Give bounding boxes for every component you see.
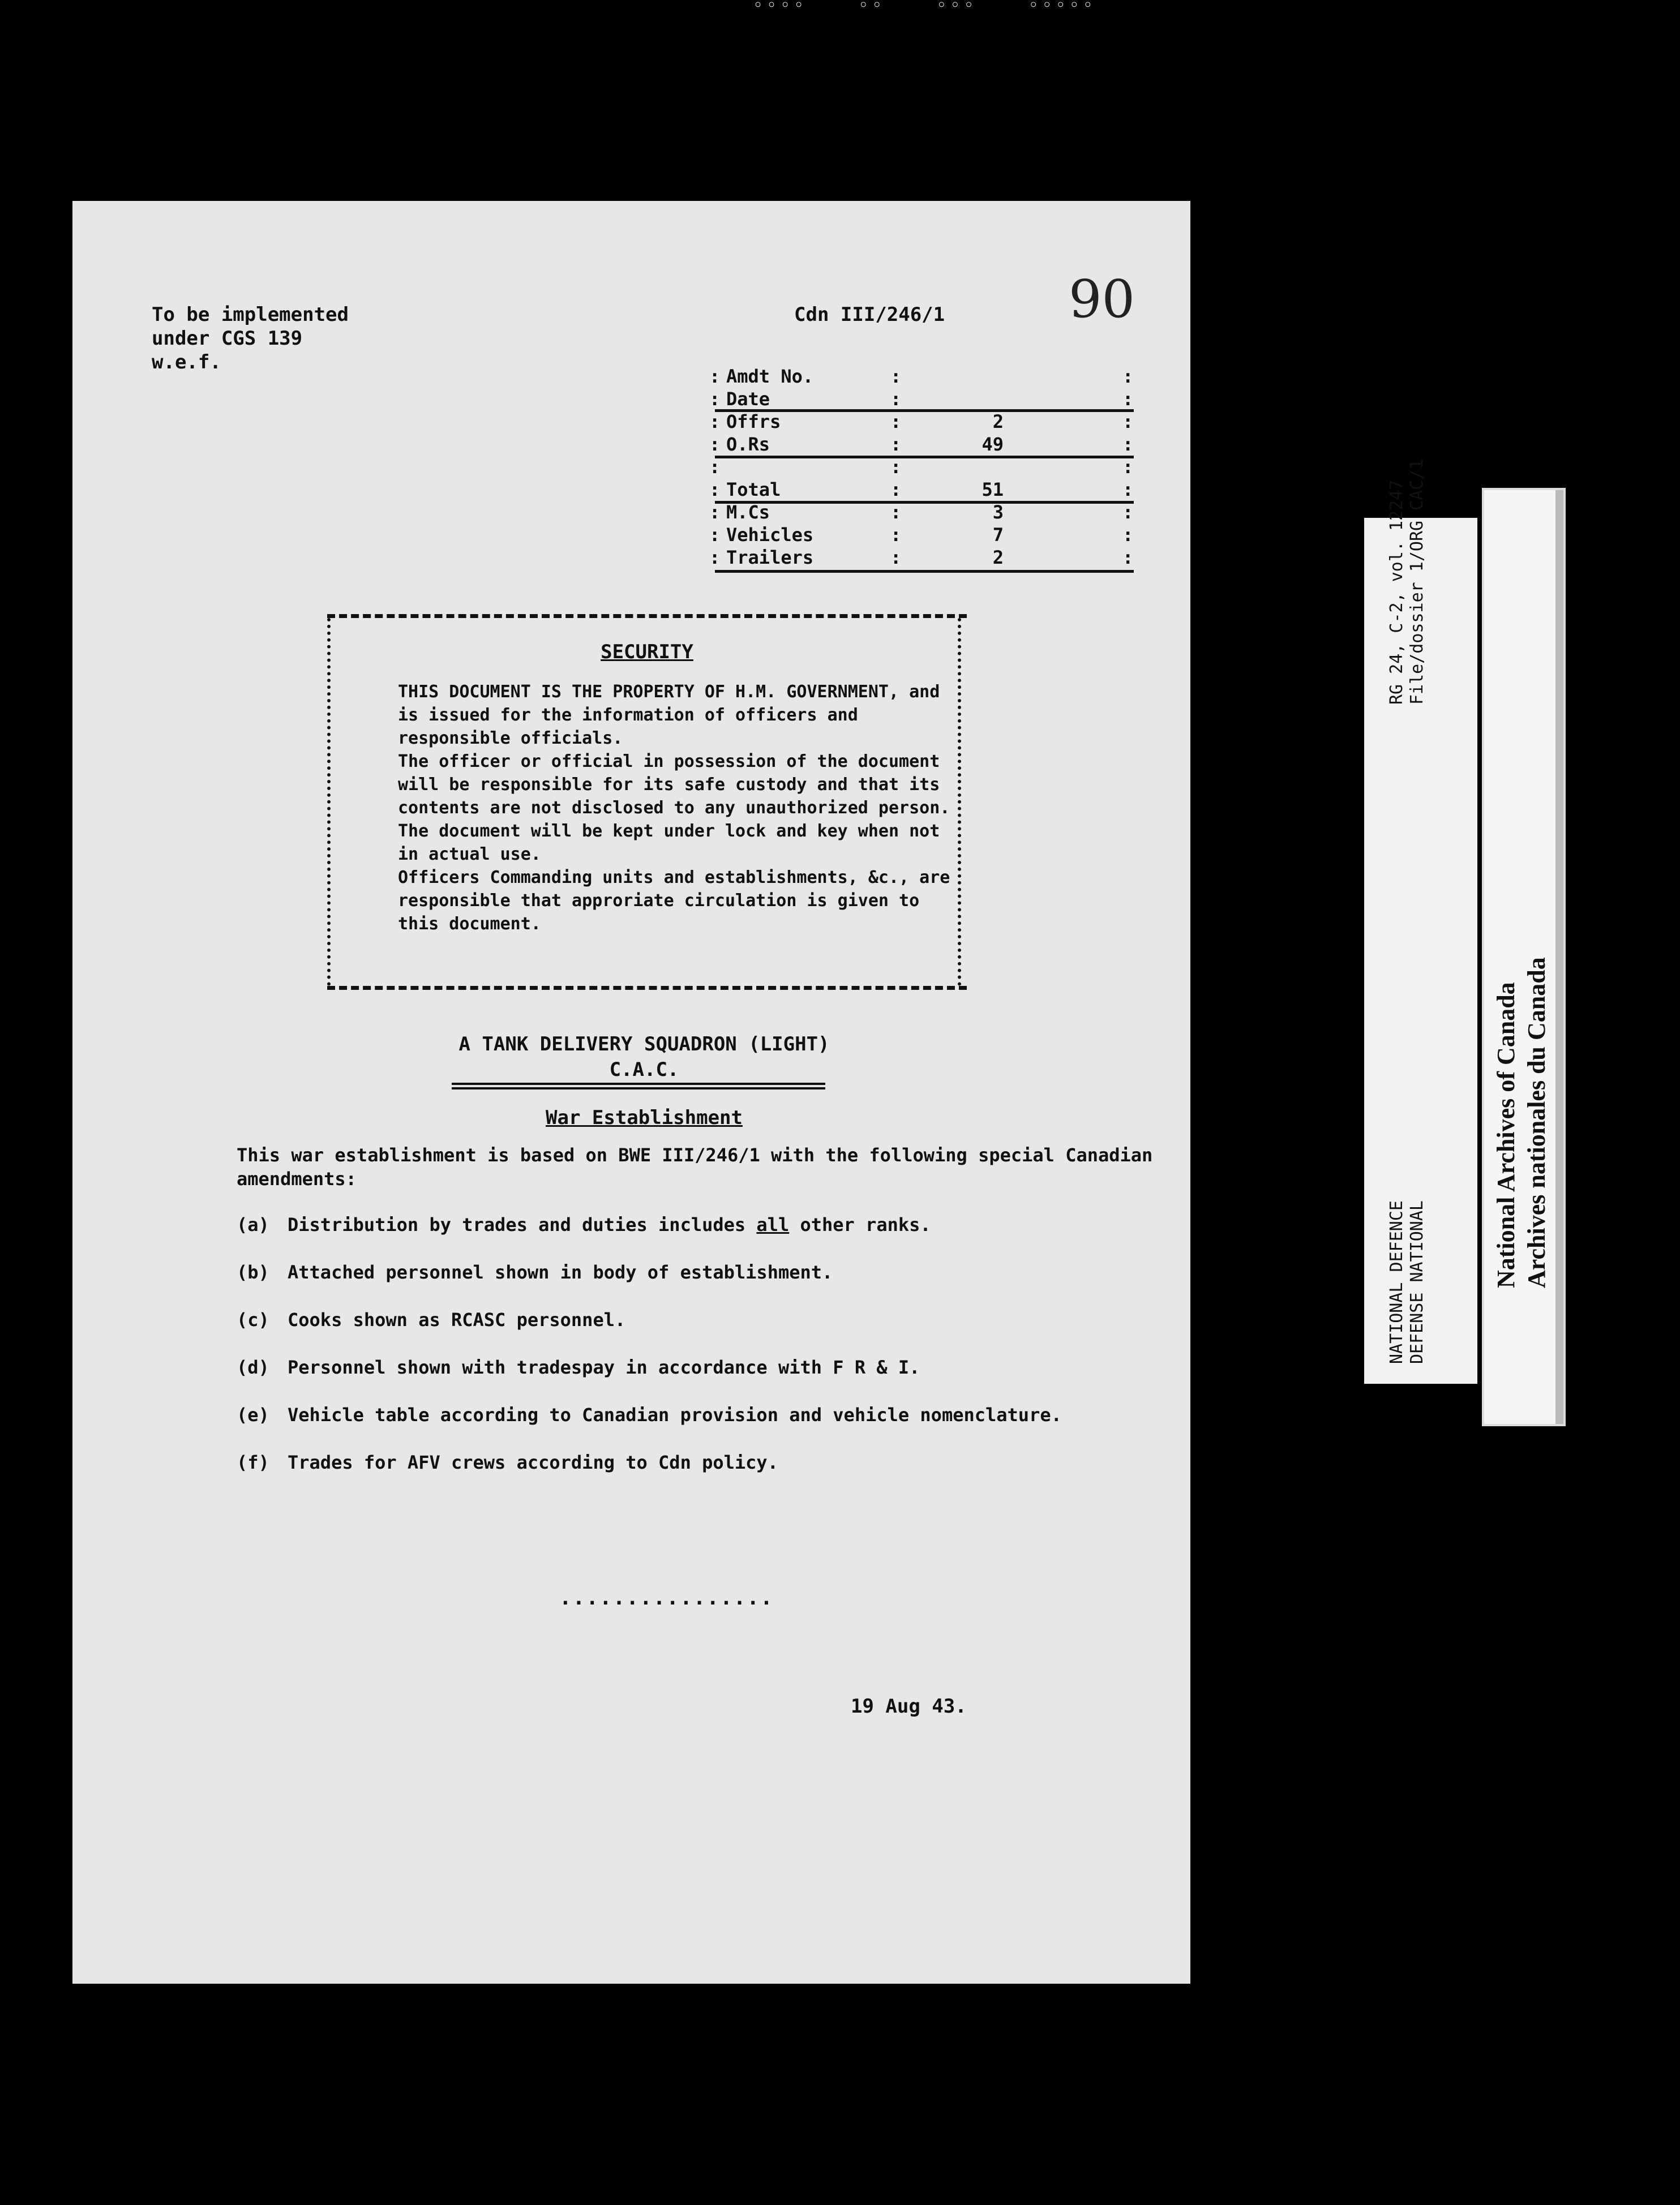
security-paragraph: The officer or official in possession of the document will be responsible for its safe custody and that its contents are not disclosed to any unauthorized person.: [398, 752, 950, 818]
document-date: 19 Aug 43.: [851, 1695, 967, 1718]
list-item: (b) Attached personnel shown in body of establishment.: [237, 1262, 833, 1283]
unit-subtitle: C.A.C.: [609, 1058, 679, 1081]
unit-title: A TANK DELIVERY SQUADRON (LIGHT): [458, 1033, 830, 1056]
security-paragraph: THIS DOCUMENT IS THE PROPERTY OF H.M. GOVERNMENT, and is issued for the information of officers and responsible officials.: [398, 682, 940, 748]
document-page: [72, 201, 1190, 1984]
intro-paragraph: This war establishment is based on BWE III/246/1 with the following special Canadian amendments:: [237, 1144, 1153, 1190]
separator-dots: ................: [559, 1586, 774, 1610]
section-heading: War Establishment: [546, 1106, 743, 1129]
bleed-through-text: [299, 201, 1091, 263]
security-paragraph: The document will be kept under lock and key when not in actual use.: [398, 821, 940, 864]
table-rule: [715, 570, 1134, 573]
security-body: [347, 680, 958, 936]
table-row: : Offrs : 2 :: [709, 411, 1134, 432]
implementation-note-line-3: w.e.f.: [152, 351, 221, 374]
table-row: : Vehicles : 7 :: [709, 524, 1134, 546]
amendments-list: [237, 1214, 1171, 1499]
film-edge-marks: ◦◦◦◦ ◦◦ ◦◦◦ ◦◦◦◦◦: [753, 0, 1096, 15]
list-item: (f) Trades for AFV crews according to Cdn policy.: [237, 1452, 778, 1473]
archive-name-en: National Archives of Canada: [1492, 982, 1520, 1288]
list-item: (c) Cooks shown as RCASC personnel.: [237, 1309, 626, 1331]
archive-stamp-label: [1482, 488, 1566, 1426]
security-title: SECURITY: [601, 641, 693, 663]
department-fr: DEFENSE NATIONAL: [1407, 1200, 1427, 1364]
archive-name-fr: Archives nationales du Canada: [1523, 957, 1550, 1288]
department-en: NATIONAL DEFENCE: [1387, 1200, 1407, 1364]
table-row: : Amdt No. : :: [709, 366, 1134, 387]
archive-reference-label: [1364, 459, 1477, 1384]
list-item: (d) Personnel shown with tradespay in accordance with F R & I.: [237, 1357, 920, 1378]
file-reference: File/dossier 1/ORG CAC/1: [1407, 459, 1427, 705]
table-row: : M.Cs : 3 :: [709, 501, 1134, 523]
implementation-note-line-2: under CGS 139: [152, 327, 303, 350]
table-row: : Date : :: [709, 388, 1134, 410]
implementation-note-line-1: To be implemented: [152, 303, 349, 326]
list-item: (a) Distribution by trades and duties includes all other ranks.: [237, 1214, 931, 1236]
handwritten-page-number: 90: [1069, 269, 1135, 329]
amendment-table: [709, 365, 1139, 569]
table-row: : Total : 51 :: [709, 479, 1134, 500]
security-notice-box: [327, 614, 967, 990]
record-group-reference: RG 24, C-2, vol. 12247: [1387, 479, 1407, 705]
table-row: : : :: [709, 456, 1134, 478]
document-reference: Cdn III/246/1: [794, 303, 945, 326]
table-row: : O.Rs : 49 :: [709, 434, 1134, 455]
table-row: : Trailers : 2 :: [709, 547, 1134, 568]
list-item: (e) Vehicle table according to Canadian provision and vehicle nomenclature.: [237, 1404, 1062, 1426]
double-rule: [452, 1083, 825, 1089]
security-paragraph: Officers Commanding units and establishments, &c., are responsible that approriate circulation is given to this document.: [398, 868, 950, 934]
